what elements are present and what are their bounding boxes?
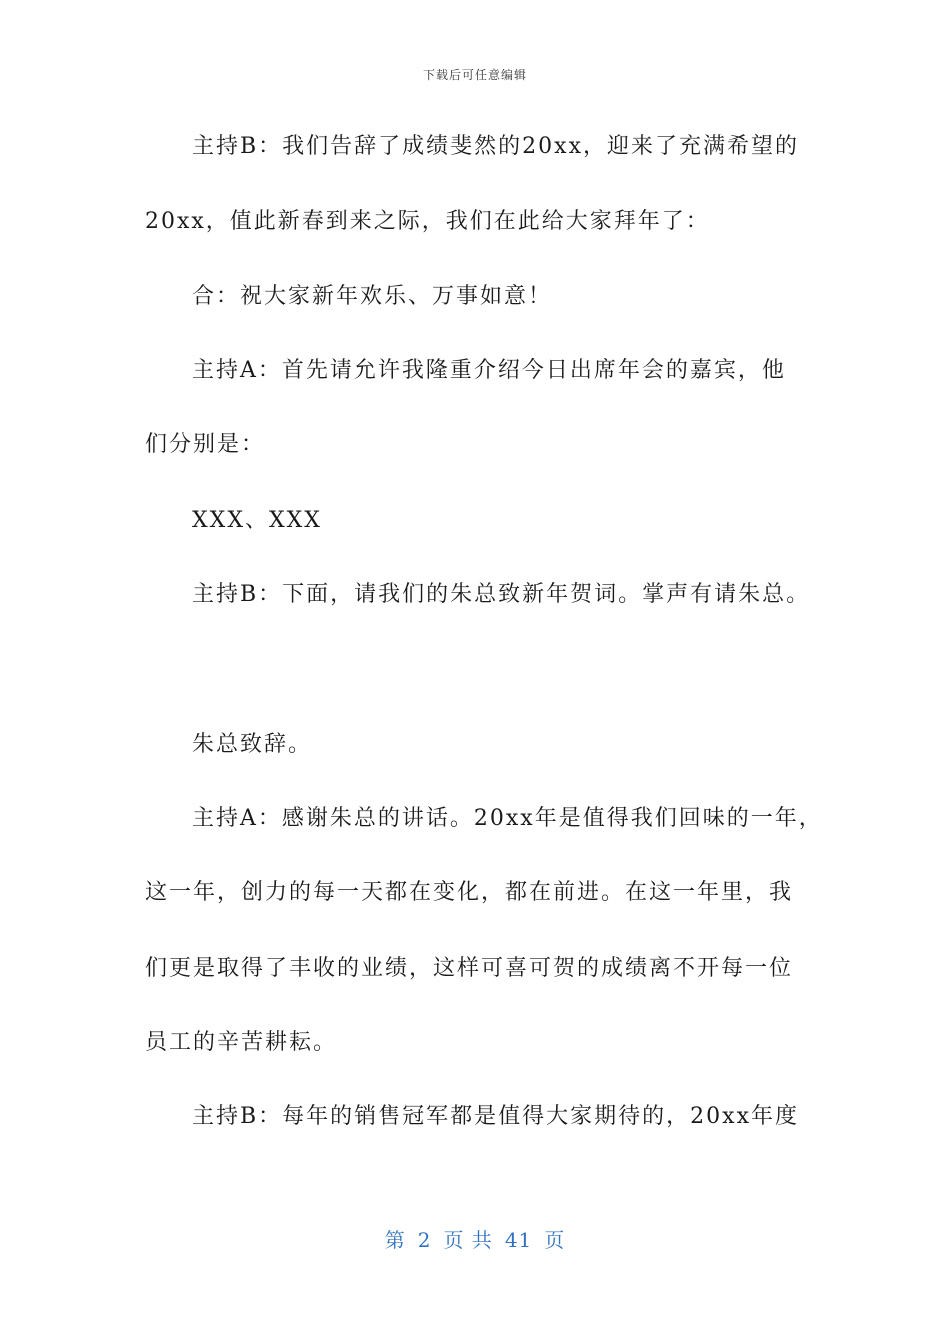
page-footer	[0, 1224, 950, 1253]
paragraph-line: 主持A：感谢朱总的讲话。20xx年是值得我们回味的一年，	[192, 806, 823, 831]
paragraph-line: 20xx，值此新春到来之际，我们在此给大家拜年了：	[145, 209, 710, 234]
paragraph-line: 这一年，创力的每一天都在变化，都在前进。在这一年里，我	[145, 880, 794, 905]
paragraph-line: 主持B：我们告辞了成绩斐然的20xx，迎来了充满希望的	[192, 134, 799, 159]
paragraph-line: 主持B：每年的销售冠军都是值得大家期待的，20xx年度	[192, 1104, 799, 1129]
paragraph-line: 朱总致辞。	[192, 732, 313, 757]
paragraph-line: 们分别是：	[145, 432, 266, 457]
total-pages: 41	[504, 1228, 533, 1252]
page-suffix: 页	[544, 1228, 566, 1252]
paragraph-line: 员工的辛苦耕耘。	[145, 1030, 338, 1055]
paragraph-line: 主持A：首先请允许我隆重介绍今日出席年会的嘉宾，他	[192, 358, 786, 383]
paragraph-line: 主持B：下面，请我们的朱总致新年贺词。掌声有请朱总。	[192, 582, 811, 607]
paragraph-line: 合：祝大家新年欢乐、万事如意！	[192, 284, 553, 309]
header-note: 下载后可任意编辑	[422, 68, 527, 82]
page-middle: 页 共	[443, 1228, 493, 1252]
page-number: 2	[417, 1228, 432, 1252]
page-prefix: 第	[384, 1228, 406, 1252]
paragraph-line: XXX、XXX	[192, 508, 322, 533]
paragraph-line: 们更是取得了丰收的业绩，这样可喜可贺的成绩离不开每一位	[145, 956, 794, 981]
